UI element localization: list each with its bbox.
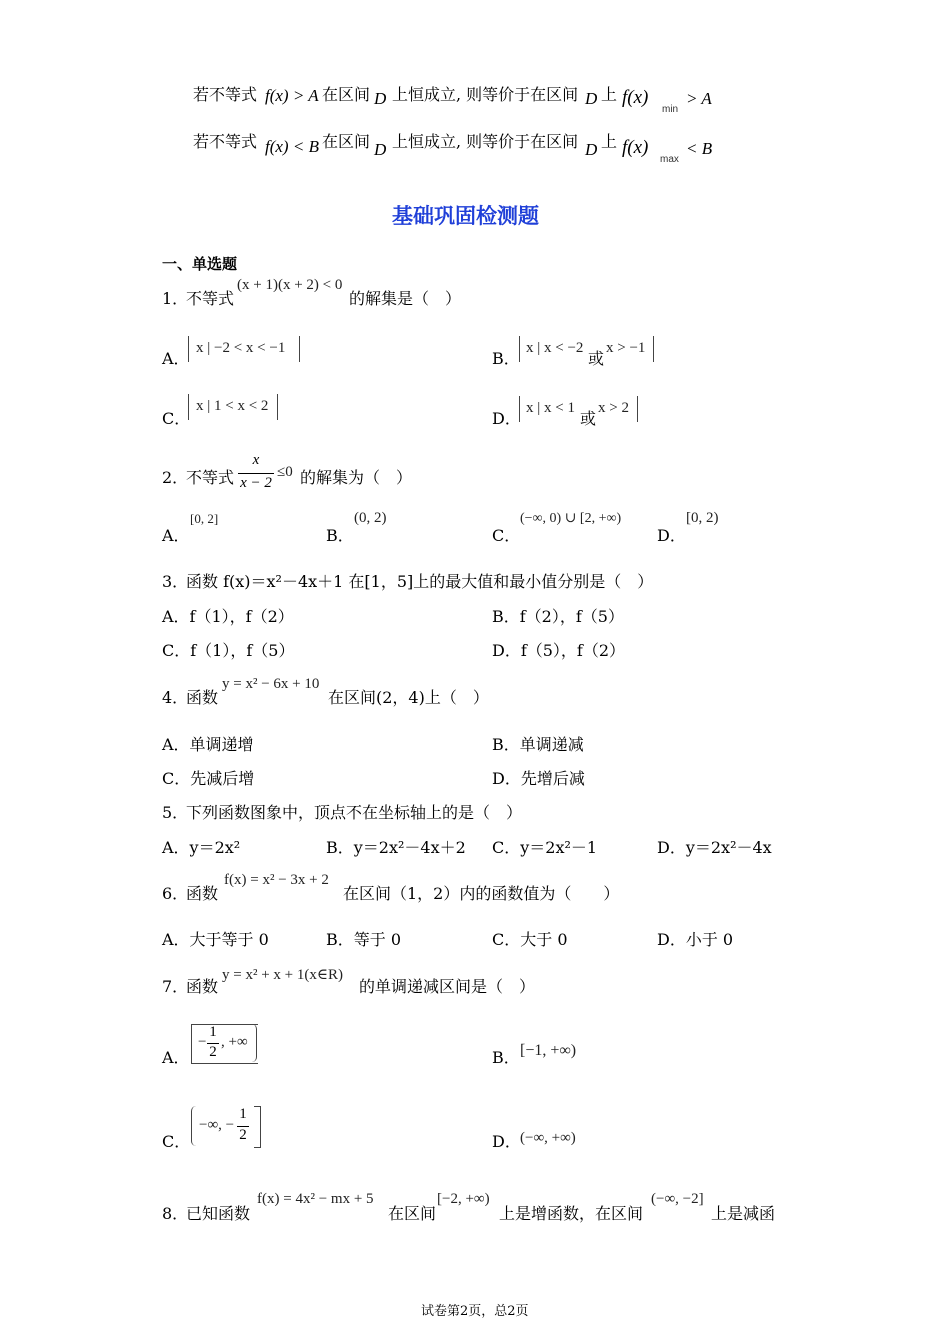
fraction-bar bbox=[238, 473, 274, 474]
q4-expr: y = x² − 6x + 10 bbox=[222, 676, 320, 692]
intro-text: 若不等式 bbox=[193, 85, 258, 104]
q2-option-d[interactable]: [0, 2) bbox=[686, 510, 719, 526]
q6-number: 6． bbox=[162, 884, 189, 903]
page-footer: 试卷第2页，总2页 bbox=[421, 1304, 529, 1319]
q7-a-frac-num: 1 bbox=[209, 1024, 217, 1040]
intro-fx-max: f(x) bbox=[622, 137, 649, 158]
q1-option-b-label[interactable]: B． bbox=[492, 349, 520, 368]
intro-compare: < B bbox=[686, 139, 713, 158]
intro-domain: D bbox=[374, 89, 387, 108]
q1-expr: (x + 1)(x + 2) < 0 bbox=[237, 277, 343, 293]
intro-sub-max: max bbox=[660, 154, 679, 165]
q7-text: 函数 bbox=[186, 977, 219, 996]
q6-expr: f(x) = x² − 3x + 2 bbox=[224, 872, 329, 888]
q3-number: 3． bbox=[162, 572, 189, 591]
q3-text: 函数 f(x)＝x²－4x＋1 在[1，5]上的最大值和最小值分别是（ ） bbox=[186, 572, 654, 591]
q2-cmp: ≤0 bbox=[277, 464, 293, 480]
q6-option-d[interactable]: D．小于 0 bbox=[657, 930, 734, 949]
q2-frac-num: x bbox=[252, 452, 260, 468]
q5-option-d[interactable]: D．y＝2x²－4x bbox=[657, 838, 772, 857]
q8-interval-2: (−∞, −2] bbox=[651, 1191, 704, 1207]
q1-option-a[interactable]: x | −2 < x < −1 bbox=[196, 340, 286, 356]
q6-option-c[interactable]: C．大于 0 bbox=[492, 930, 568, 949]
q7-c-frac-num: 1 bbox=[239, 1106, 247, 1122]
q7-option-c-label[interactable]: C． bbox=[162, 1132, 191, 1151]
interval-bracket-right bbox=[254, 1106, 261, 1148]
q1-number: 1． bbox=[162, 289, 189, 308]
intro-domain: D bbox=[585, 140, 598, 159]
q5-option-a[interactable]: A．y＝2x² bbox=[162, 838, 241, 857]
q6-option-b[interactable]: B．等于 0 bbox=[326, 930, 402, 949]
q4-option-d[interactable]: D．先增后减 bbox=[492, 769, 585, 788]
intro-fx-min: f(x) bbox=[622, 87, 649, 108]
q1-text: 的解集是（ ） bbox=[349, 289, 462, 308]
q7-c-frac-den: 2 bbox=[239, 1127, 247, 1143]
intro-text: 在区间 bbox=[322, 132, 371, 151]
q8-text: 上是增函数，在区间 bbox=[499, 1204, 644, 1223]
q1-option-d[interactable]: x | x < 1 bbox=[526, 400, 575, 416]
q3-option-d[interactable]: D．f（5），f（2） bbox=[492, 641, 626, 660]
intro-text: 在区间 bbox=[322, 85, 371, 104]
q2-option-a[interactable]: [0, 2] bbox=[190, 511, 219, 526]
intro-fx: f(x) > A bbox=[265, 86, 319, 105]
intro-text: 上恒成立, 则等价于在区间 bbox=[392, 85, 579, 104]
q1-option-d-2[interactable]: x > 2 bbox=[598, 400, 629, 416]
q4-option-c[interactable]: C．先减后增 bbox=[162, 769, 255, 788]
q4-text: 在区间(2，4)上（ ） bbox=[328, 688, 489, 707]
q2-text: 的解集为（ ） bbox=[300, 468, 413, 487]
intro-sub-min: min bbox=[662, 104, 679, 115]
q8-text: 已知函数 bbox=[186, 1204, 251, 1223]
q7-a-frac-den: 2 bbox=[209, 1044, 217, 1060]
q7-option-a-minus[interactable]: − bbox=[198, 1034, 207, 1050]
q1-option-b-2[interactable]: x > −1 bbox=[606, 340, 646, 356]
q4-number: 4． bbox=[162, 688, 189, 707]
q2-option-c-label[interactable]: C． bbox=[492, 526, 521, 545]
q2-option-b-label[interactable]: B． bbox=[326, 526, 354, 545]
intro-text: 上 bbox=[601, 132, 618, 151]
interval-paren-left bbox=[191, 1106, 196, 1146]
q2-number: 2． bbox=[162, 468, 189, 487]
q1-option-a-label[interactable]: A． bbox=[162, 349, 190, 368]
intro-text: 若不等式 bbox=[193, 132, 258, 151]
q6-option-a[interactable]: A．大于等于 0 bbox=[162, 930, 269, 949]
q1-or: 或 bbox=[580, 409, 597, 428]
q8-number: 8． bbox=[162, 1204, 189, 1223]
q7-option-c-left[interactable]: −∞, − bbox=[199, 1117, 235, 1133]
intro-fx: f(x) < B bbox=[265, 137, 319, 156]
q6-text: 函数 bbox=[186, 884, 219, 903]
intro-compare: > A bbox=[686, 89, 712, 108]
intro-domain: D bbox=[374, 140, 387, 159]
q2-option-c[interactable]: (−∞, 0) ∪ [2, +∞) bbox=[520, 511, 622, 526]
page-title: 基础巩固检测题 bbox=[392, 204, 539, 228]
q7-text: 的单调递减区间是（ ） bbox=[359, 977, 536, 996]
q1-option-c-label[interactable]: C． bbox=[162, 409, 191, 428]
q8-text: 上是减函 bbox=[711, 1204, 776, 1223]
q7-number: 7． bbox=[162, 977, 189, 996]
q2-text: 不等式 bbox=[186, 468, 235, 487]
q4-option-b[interactable]: B．单调递减 bbox=[492, 735, 584, 754]
interval-paren-right bbox=[252, 1024, 257, 1062]
q5-option-b[interactable]: B．y＝2x²－4x＋2 bbox=[326, 838, 466, 857]
q1-option-c[interactable]: x | 1 < x < 2 bbox=[196, 398, 269, 414]
q1-option-b[interactable]: x | x < −2 bbox=[526, 340, 584, 356]
q1-option-d-label[interactable]: D． bbox=[492, 409, 521, 428]
q8-expr: f(x) = 4x² − mx + 5 bbox=[257, 1191, 374, 1207]
q2-option-a-label[interactable]: A． bbox=[162, 526, 190, 545]
intro-text: 上 bbox=[601, 85, 618, 104]
q7-option-d-label[interactable]: D． bbox=[492, 1132, 521, 1151]
intro-text: 上恒成立, 则等价于在区间 bbox=[392, 132, 579, 151]
q7-option-a-right[interactable]: , +∞ bbox=[221, 1034, 248, 1050]
intro-domain: D bbox=[585, 89, 598, 108]
q4-text: 函数 bbox=[186, 688, 219, 707]
q7-expr: y = x² + x + 1(x∈R) bbox=[222, 967, 343, 983]
q8-interval-1: [−2, +∞) bbox=[437, 1191, 490, 1207]
q3-option-b[interactable]: B．f（2），f（5） bbox=[492, 607, 624, 626]
q1-text: 不等式 bbox=[186, 289, 235, 308]
intro-line-1 bbox=[193, 85, 257, 105]
q2-option-d-label[interactable]: D． bbox=[657, 526, 686, 545]
q3-option-a[interactable]: A．f（1），f（2） bbox=[162, 607, 294, 626]
q2-frac-den: x − 2 bbox=[240, 475, 272, 491]
q4-option-a[interactable]: A．单调递增 bbox=[162, 735, 254, 754]
q1-or: 或 bbox=[588, 349, 605, 368]
section-heading: 一、单选题 bbox=[162, 255, 238, 273]
q7-option-d[interactable]: (−∞, +∞) bbox=[520, 1130, 576, 1146]
q8-text: 在区间 bbox=[388, 1204, 437, 1223]
q6-text: 在区间（1，2）内的函数值为（ ） bbox=[343, 884, 620, 903]
q5-option-c[interactable]: C．y＝2x²－1 bbox=[492, 838, 598, 857]
q3-option-c[interactable]: C．f（1），f（5） bbox=[162, 641, 295, 660]
q2-option-b[interactable]: (0, 2) bbox=[354, 510, 387, 526]
q7-option-a-label[interactable]: A． bbox=[162, 1048, 190, 1067]
q5-number: 5． bbox=[162, 803, 189, 822]
q7-option-b-label[interactable]: B． bbox=[492, 1048, 520, 1067]
q5-text: 下列函数图象中，顶点不在坐标轴上的是（ ） bbox=[186, 803, 523, 822]
q7-option-b[interactable]: [−1, +∞) bbox=[520, 1042, 577, 1059]
